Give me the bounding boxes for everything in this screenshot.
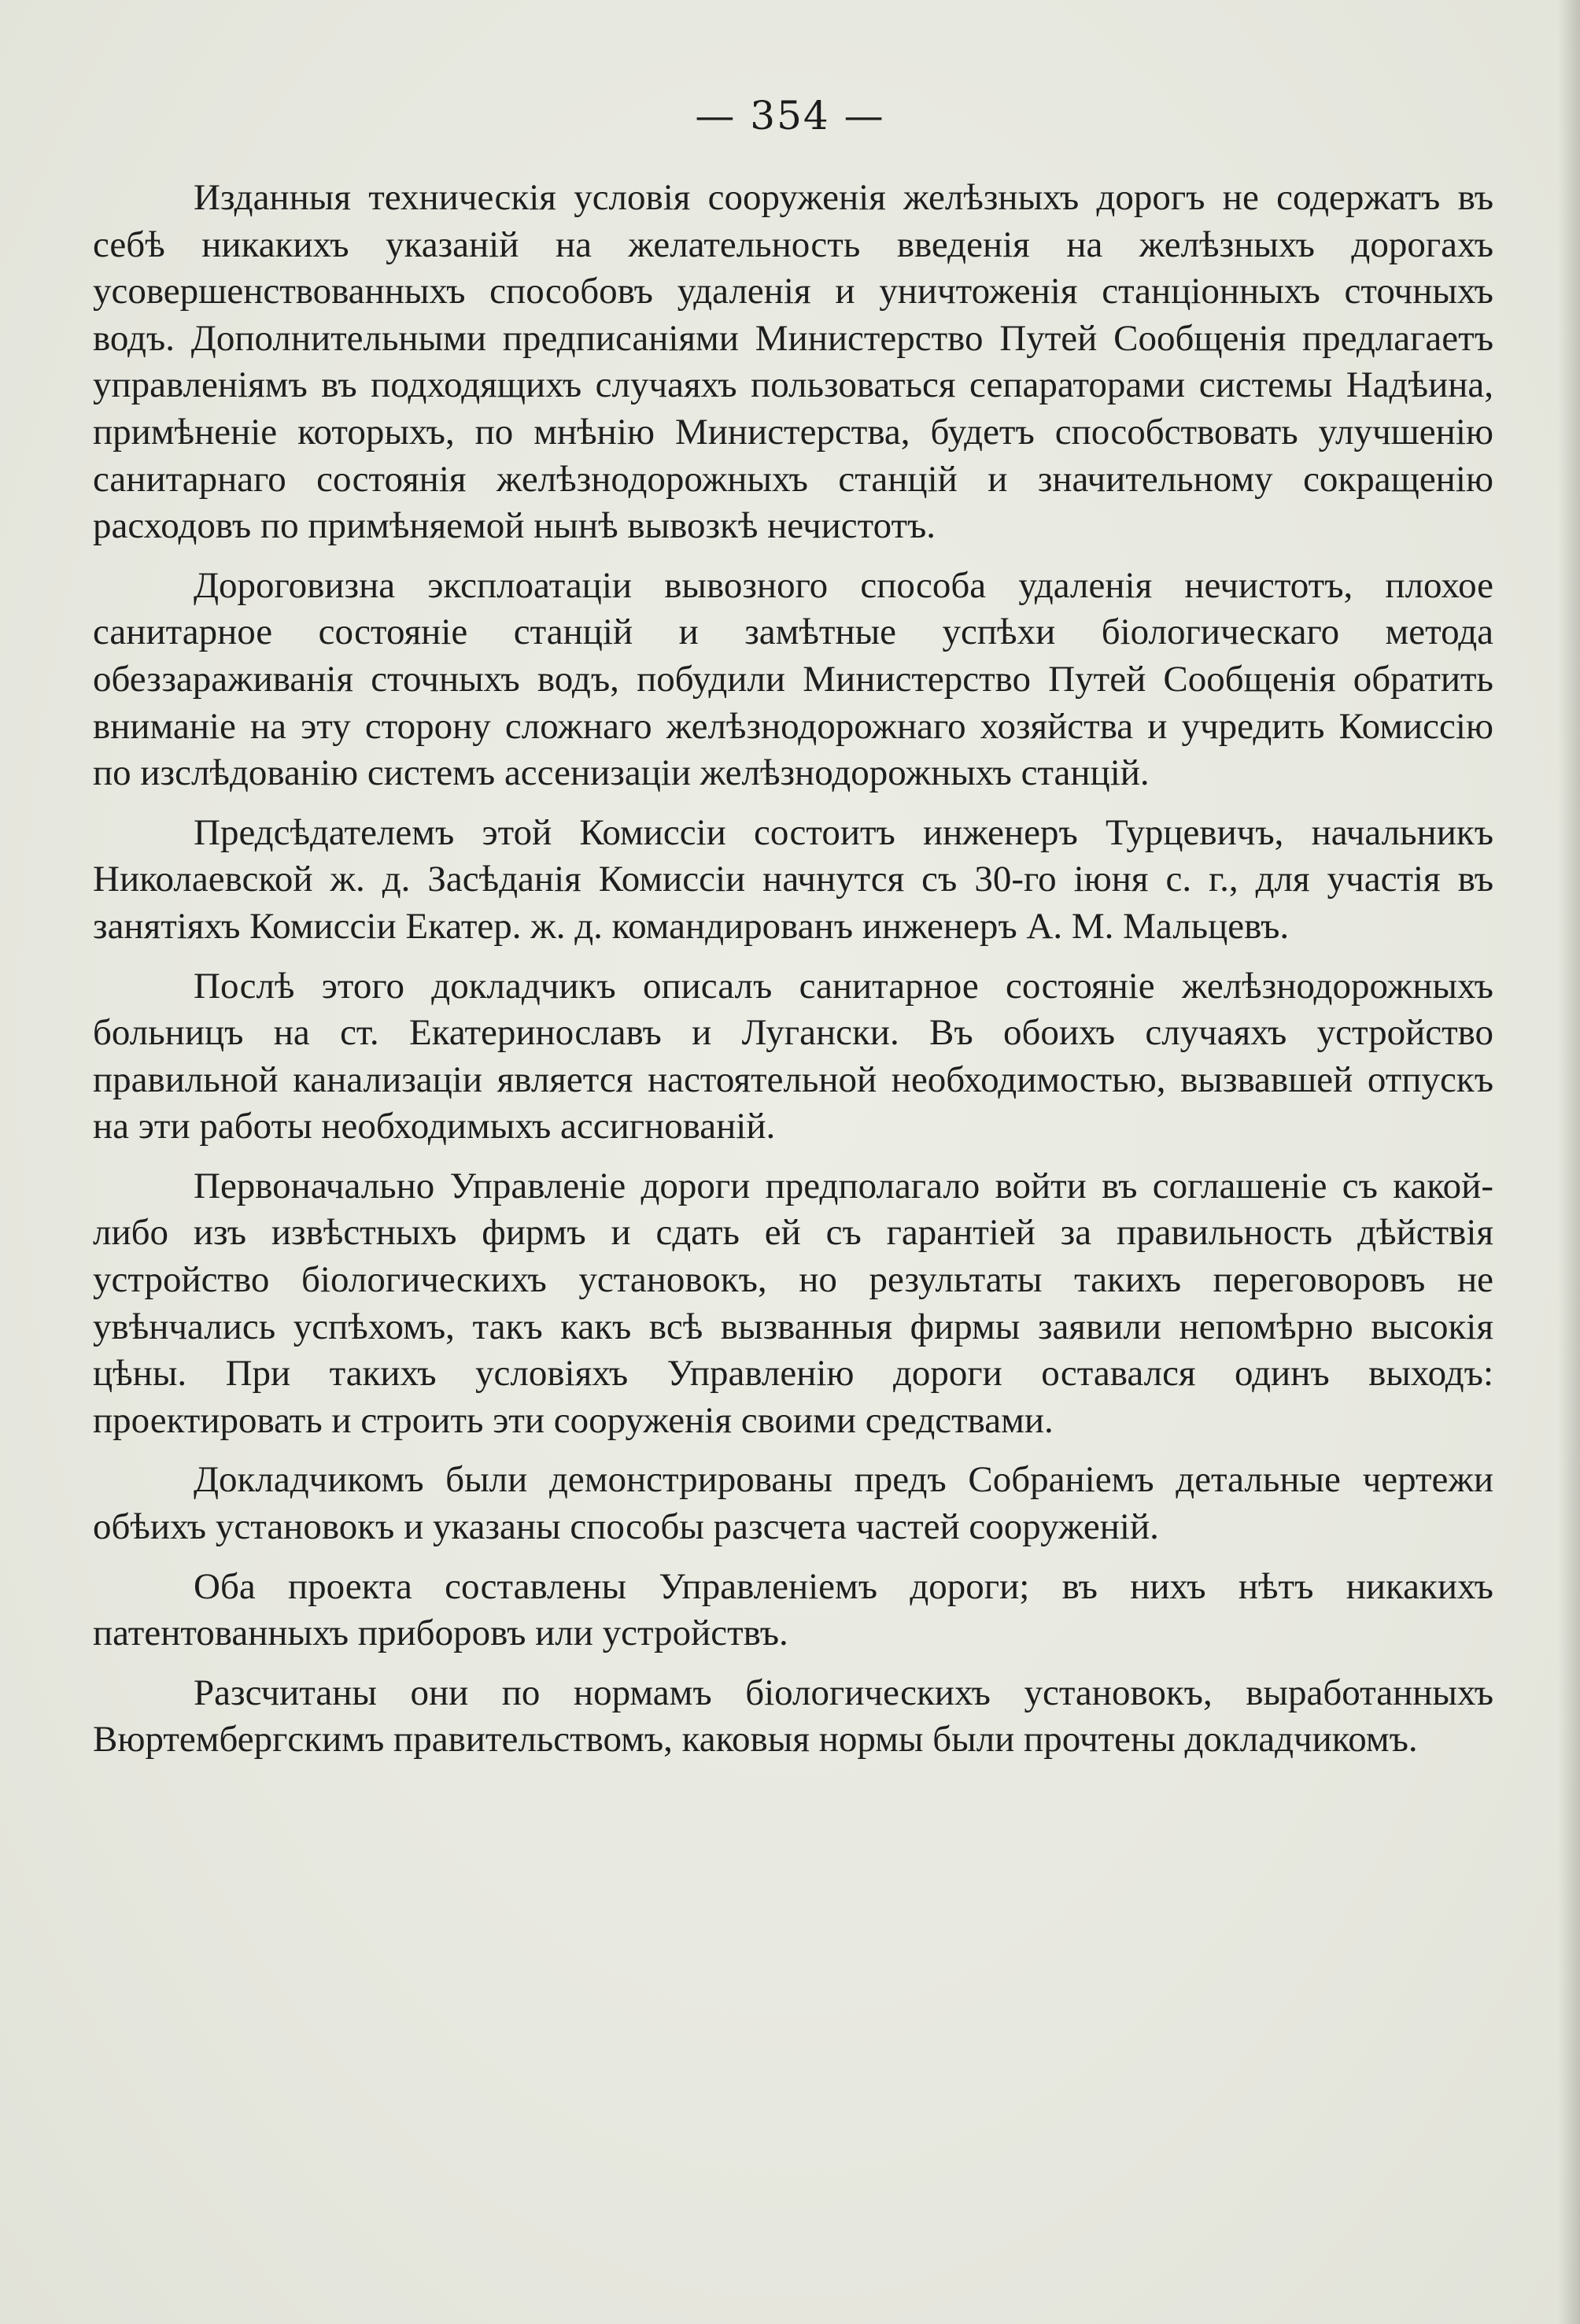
paragraph-2: Дороговизна эксплоатаціи вывозного способа удаленія нечистотъ, плохое санитарное состояніе станцій и замѣтные успѣхи біологическаго метода обеззараживанія сточныхъ водъ, побудили Министерство Путей Сообщенія обратить вниманіе на эту сторону сложнаго желѣзнодорожнаго хозяйства и учредить Комиссію по изслѣдованію системъ ассенизаціи желѣзнодорожныхъ станцій. xyxy=(93,564,1493,794)
paragraph-6: Докладчикомъ были демонстрированы предъ Собраніемъ детальные чертежи обѣихъ установокъ и указаны способы разсчета частей сооруженій. xyxy=(93,1459,1493,1548)
paragraph-8: Разсчитаны они по нормамъ біологическихъ установокъ, выработанныхъ Вюртембергскимъ правительствомъ, каковыя нормы были прочтены докладчикомъ. xyxy=(93,1672,1493,1761)
text-body xyxy=(93,175,1493,1776)
page-number: — 354 — xyxy=(695,93,885,139)
paragraph-4: Послѣ этого докладчикъ описалъ санитарное состояніе желѣзнодорожныхъ больницъ на ст. Екатеринославъ и Лугански. Въ обоихъ случаяхъ устройство правильной канализаціи является настоятельной необходимостью, вызвавшей отпускъ на эти работы необходимыхъ ассигнованій. xyxy=(93,965,1493,1147)
paragraph-5: Первоначально Управленіе дороги предполагало войти въ соглашеніе съ какой-либо изъ извѣстныхъ фирмъ и сдать ей съ гарантіей за правильность дѣйствія устройство біологическихъ установокъ, но результаты такихъ переговоровъ не увѣнчались успѣхомъ, такъ какъ всѣ вызванныя фирмы заявили непомѣрно высокія цѣны. При такихъ условіяхъ Управленію дороги оставался одинъ выходъ: проектировать и строить эти сооруженія своими средствами. xyxy=(93,1165,1493,1441)
paragraph-1: Изданныя техническія условія сооруженія желѣзныхъ дорогъ не содержатъ въ себѣ никакихъ указаній на желательность введенія на желѣзныхъ дорогахъ усовершенствованныхъ способовъ удаленія и уничтоженія станціонныхъ сточныхъ водъ. Дополнительными предписаніями Министерство Путей Сообщенія предлагаетъ управленіямъ въ подходящихъ случаяхъ пользоваться сепараторами системы Надѣина, примѣненіе которыхъ, по мнѣнію Министерства, будетъ способствовать улучшенію санитарнаго состоянія желѣзнодорожныхъ станцій и значительному сокращенію расходовъ по примѣняемой нынѣ вывозкѣ нечистотъ. xyxy=(93,177,1493,547)
page-edge-shadow xyxy=(1558,0,1580,2324)
paragraph-3: Предсѣдателемъ этой Комиссіи состоитъ инженеръ Турцевичъ, начальникъ Николаевской ж. д. Засѣданія Комиссіи начнутся съ 30-го іюня с. г., для участія въ занятіяхъ Комиссіи Екатер. ж. д. командированъ инженеръ А. М. Мальцевъ. xyxy=(93,811,1493,947)
paragraph-7: Оба проекта составлены Управленіемъ дороги; въ нихъ нѣтъ никакихъ патентованныхъ приборовъ или устройствъ. xyxy=(93,1565,1493,1654)
